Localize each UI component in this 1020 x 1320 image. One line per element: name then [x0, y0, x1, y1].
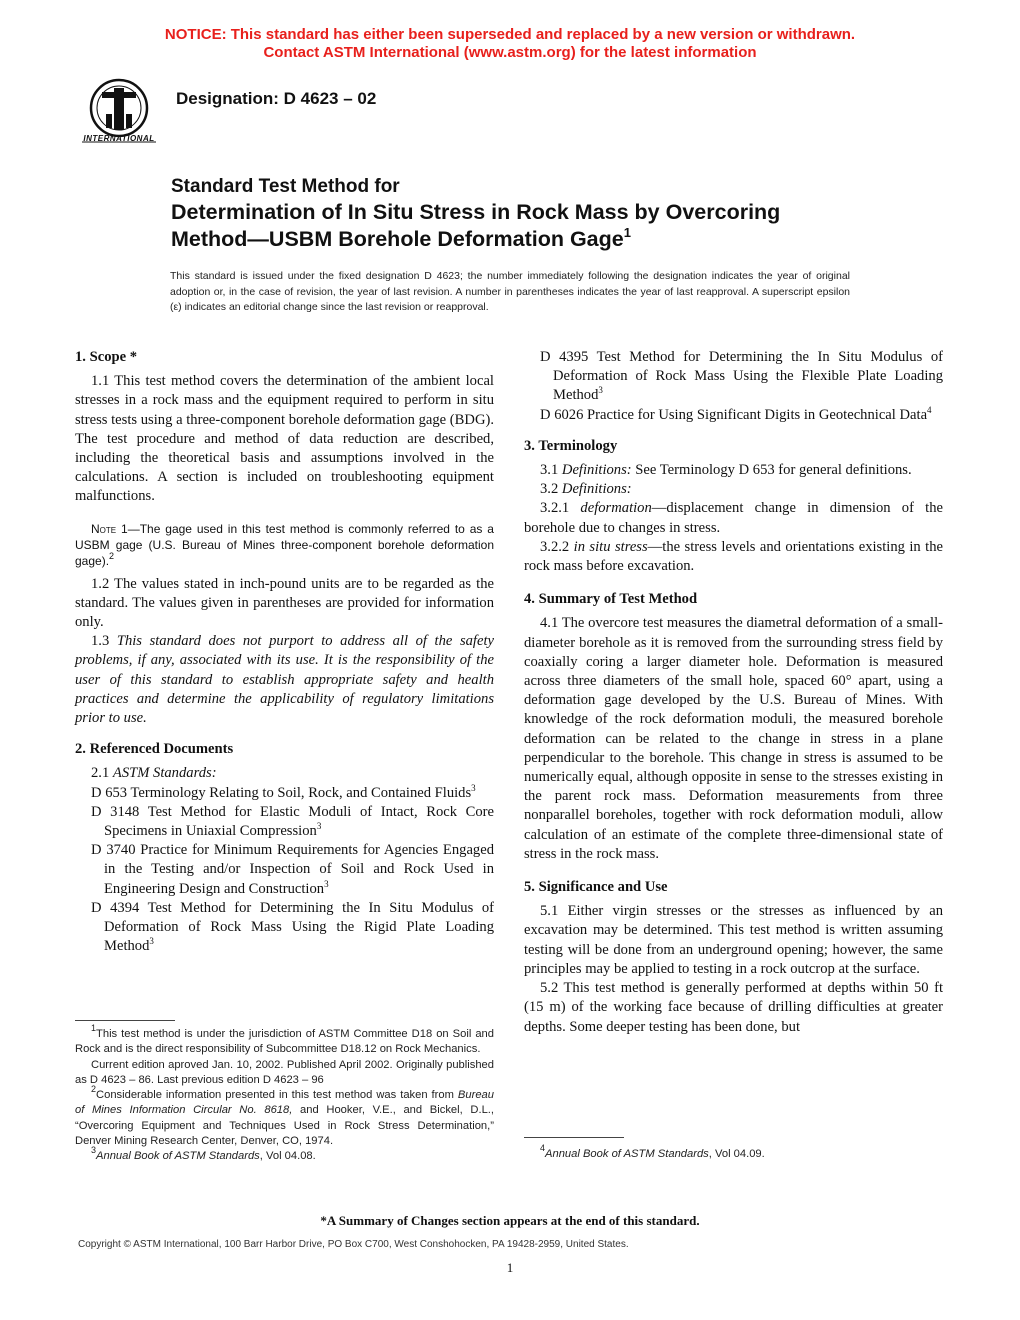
ref-d4394-mark: 3	[149, 936, 154, 947]
ref-d653-text: D 653 Terminology Relating to Soil, Rock, and Contained Fluids	[91, 784, 472, 801]
ref-d653-mark: 3	[471, 782, 476, 793]
ref-d6026-text: D 6026 Practice for Using Significant Digits in Geotechnical Data	[540, 406, 928, 423]
notice-line-2: Contact ASTM International (www.astm.org) for the latest information	[263, 44, 757, 61]
ref-d3740-mark: 3	[324, 878, 329, 889]
ref-d3148	[91, 803, 494, 841]
para-3-1-term: Definitions:	[561, 462, 632, 479]
left-column	[75, 348, 494, 956]
para-3-2-1-num: 3.2.1	[540, 500, 570, 517]
para-4-1: 4.1 The overcore test measures the diametral deformation of a small-diameter borehole as it is removed from the surrounding stress field by coaxially coring a larger diameter hole. Deformation is measured across three diameters of the small hole, spaced 60° apart, using a deformation gage developed by the U.S. Bureau of Mines. With knowledge of the rock deformation moduli, the measured borehole deformation can be related to the change in stress in a plane perpendicular to the borehole. This change in stress is assumed to be numerically equal, although opposite in sense to the stresses existing in the parent rock mass. Deformation measurements from three nonparallel boreholes, together with rock deformation moduli, allow calculation of an estimate of the complete three-dimensional state of stress in the rock mass.	[524, 615, 943, 862]
para-3-2-2-num: 3.2.2	[540, 538, 570, 555]
title-footnote-mark: 1	[623, 225, 631, 240]
title-prefix: Standard Test Method for	[171, 176, 400, 197]
ref-d6026-mark: 4	[927, 404, 932, 415]
para-3-2-term: Definitions:	[561, 481, 632, 498]
withdrawal-notice	[0, 26, 1020, 62]
footnote-4-post: , Vol 04.09.	[708, 1148, 765, 1160]
note-1	[75, 521, 494, 569]
para-3-1-num: 3.1	[540, 462, 559, 479]
note-1-mark: 2	[109, 550, 115, 561]
para-1-1: 1.1 This test method covers the determination of the ambient local stresses in a rock mass and the equipment required to perform in situ stress tests using a three-component borehole deformation gage (BDG). The test procedure and method of data reduction are described, including the theoretical basis and assumptions involved in the calculations. A section is included on troubleshooting equipment malfunctions.	[75, 373, 494, 505]
title-line-1: Determination of In Situ Stress in Rock Mass by Overcoring	[171, 200, 781, 224]
footnote-rule-left	[75, 1020, 175, 1021]
para-1-3-text: This standard does not purport to address all of the safety problems, if any, associated with its use. It is the responsibility of the user of this standard to establish appropriate safety and health practices and determine the applicability of regulatory limitations prior to use.	[75, 633, 494, 727]
notice-line-1: NOTICE: This standard has either been superseded and replaced by a new version or withdrawn.	[164, 26, 856, 43]
right-column	[524, 348, 943, 1037]
section-2-heading: 2. Referenced Documents	[75, 741, 234, 758]
ref-d3148-text: D 3148 Test Method for Elastic Moduli of Intact, Rock Core Specimens in Uniaxial Compression	[91, 803, 494, 840]
section-3-heading: 3. Terminology	[524, 437, 618, 454]
ref-d3740-text: D 3740 Practice for Minimum Requirements for Agencies Engaged in the Testing and/or Inspection of Soil and Rock Used in Engineering Design and Construction	[91, 842, 494, 897]
footnote-1-edition: Current edition aproved Jan. 10, 2002. Published April 2002. Originally published as D 4623 – 86. Last previous edition D 4623 – 96	[75, 1058, 494, 1086]
ref-d4394	[91, 899, 494, 957]
para-3-1-text: See Terminology D 653 for general definitions.	[635, 462, 912, 479]
document-title	[171, 175, 891, 253]
ref-d4395-text: D 4395 Test Method for Determining the In Situ Modulus of Deformation of Rock Mass Using the Flexible Plate Loading Method	[540, 349, 943, 404]
para-1-3	[75, 632, 494, 728]
footnote-2	[75, 1084, 495, 1149]
para-2-1-num: 2.1	[91, 765, 110, 782]
para-3-1	[524, 461, 943, 480]
footnote-3	[75, 1145, 494, 1164]
note-1-text: —The gage used in this test method is commonly referred to as a USBM gage (U.S. Bureau of Mines three-component borehole deformation gage).	[75, 521, 494, 568]
para-5-2: 5.2 This test method is generally performed at depths within 50 ft (15 m) of the working face because of drilling difficulties at greater depths. Some deeper testing has been done, but	[524, 980, 943, 1035]
footnote-2-post: and Hooker, V.E., and Bickel, D.L., “Overcoring Equipment and Techniques Used in Rock Stress Determination,” Denver Mining Research Center, Denver, CO, 1974.	[75, 1104, 495, 1148]
ref-d3148-mark: 3	[316, 821, 322, 832]
footnotes-left	[75, 1023, 495, 1165]
footnote-3-italic: Annual Book of ASTM Standards	[96, 1150, 260, 1163]
footnote-4-mark: 4	[540, 1143, 546, 1153]
page-number: 1	[506, 1260, 514, 1275]
footnote-2-mark: 2	[91, 1084, 97, 1095]
ref-d4395	[540, 348, 943, 406]
para-3-2-2	[524, 538, 943, 576]
para-5-1: 5.1 Either virgin stresses or the stresses as influenced by an excavation may be determined. This test method is written assuming testing will be done from an underground opening; however, the same principles may be applied to testing in a rock outcrop at the surface.	[524, 903, 943, 977]
para-3-2-num: 3.2	[540, 481, 559, 498]
summary-of-changes-note: *A Summary of Changes section appears at the end of this standard.	[320, 1213, 700, 1228]
footnote-1	[75, 1023, 494, 1058]
footnotes-right	[524, 1143, 943, 1162]
section-4-heading: 4. Summary of Test Method	[524, 591, 698, 608]
para-2-1	[75, 764, 494, 783]
para-3-2-2-text: —the stress levels and orientations existing in the rock mass before excavation.	[524, 538, 944, 575]
title-line-2-wrapper	[171, 226, 891, 253]
para-2-1-text: ASTM Standards:	[112, 765, 217, 782]
section-5-heading: 5. Significance and Use	[524, 879, 668, 896]
footnote-rule-right	[524, 1137, 624, 1138]
para-3-2-1	[524, 499, 943, 537]
astm-logo	[76, 74, 162, 150]
designation: Designation: D 4623 – 02	[176, 89, 377, 108]
astm-logo-caption: INTERNATIONAL	[83, 134, 155, 143]
ref-d4394-text: D 4394 Test Method for Determining the In Situ Modulus of Deformation of Rock Mass Using the Rigid Plate Loading Method	[91, 899, 494, 955]
para-3-2-2-term: in situ stress	[573, 538, 648, 555]
para-3-2-1-text: —displacement change in dimension of the borehole due to changes in stress.	[524, 500, 943, 536]
ref-d653	[91, 784, 494, 803]
title-line-2: Method—USBM Borehole Deformation Gage	[171, 227, 624, 251]
para-3-2-1-term: deformation	[580, 500, 652, 517]
footnote-2-pre: Considerable information presented in this test method was taken from	[96, 1089, 454, 1102]
para-1-3-num: 1.3	[91, 633, 110, 650]
footnote-2-italic: Bureau of Mines Information Circular No. 8618,	[75, 1089, 494, 1117]
copyright: Copyright © ASTM International, 100 Barr Harbor Drive, PO Box C700, West Conshohocken, PA 19428-2959, United States.	[78, 1239, 629, 1250]
para-1-2: 1.2 The values stated in inch-pound units are to be regarded as the standard. The values given in parentheses are provided for information only.	[75, 575, 494, 631]
footnote-3-post: , Vol 04.08.	[259, 1150, 316, 1163]
ref-d6026	[540, 406, 943, 425]
footnote-4-italic: Annual Book of ASTM Standards	[545, 1148, 709, 1160]
footnote-3-mark: 3	[91, 1145, 97, 1156]
footnote-4	[524, 1143, 943, 1162]
section-1-heading: 1. Scope *	[75, 349, 138, 365]
note-1-label: Note 1	[91, 521, 128, 536]
para-3-2	[524, 480, 943, 499]
ref-d4395-mark: 3	[598, 385, 603, 396]
footnote-1-text-a: This test method is under the jurisdiction of ASTM Committee D18 on Soil and Rock and is the direct responsibility of Subcommittee D18.12 on Rock Mechanics.	[75, 1028, 494, 1056]
footnote-1-mark: 1	[91, 1023, 97, 1033]
issuance-statement: This standard is issued under the fixed designation D 4623; the number immediately following the designation indicates the year of original adoption or, in the case of revision, the year of last revision. A number in parentheses indicates the year of last reapproval. A superscript epsilon (ε) indicates an editorial change since the last revision or reapproval.	[170, 270, 850, 313]
ref-d3740	[91, 841, 494, 899]
